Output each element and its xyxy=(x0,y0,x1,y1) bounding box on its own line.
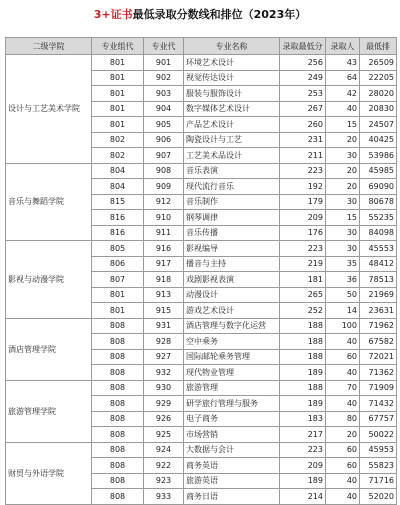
table-row xyxy=(6,318,397,334)
group-code-cell: 808 xyxy=(92,427,144,443)
min-rank-cell: 67757 xyxy=(360,411,397,427)
admitted-cell: 15 xyxy=(326,117,360,133)
major-code-cell: 918 xyxy=(144,272,184,288)
major-code-cell: 902 xyxy=(144,70,184,86)
group-code-cell: 808 xyxy=(92,458,144,474)
college-cell: 设计与工艺美术学院 xyxy=(6,55,92,164)
admitted-cell: 40 xyxy=(326,365,360,381)
col-header-min-rank: 最低排 xyxy=(360,38,397,55)
min-score-cell: 267 xyxy=(280,101,326,117)
table-row xyxy=(6,442,397,458)
group-code-cell: 808 xyxy=(92,442,144,458)
admitted-cell: 60 xyxy=(326,458,360,474)
admitted-cell: 30 xyxy=(326,241,360,257)
min-score-cell: 188 xyxy=(280,380,326,396)
min-rank-cell: 20830 xyxy=(360,101,397,117)
min-score-cell: 219 xyxy=(280,256,326,272)
major-name-cell: 音乐表演 xyxy=(184,163,280,179)
min-rank-cell: 45953 xyxy=(360,442,397,458)
min-rank-cell: 72021 xyxy=(360,349,397,365)
major-code-cell: 908 xyxy=(144,163,184,179)
min-rank-cell: 40425 xyxy=(360,132,397,148)
col-header-major-code: 专业代 xyxy=(144,38,184,55)
group-code-cell: 816 xyxy=(92,225,144,241)
major-name-cell: 大数据与会计 xyxy=(184,442,280,458)
min-score-cell: 223 xyxy=(280,442,326,458)
table-row xyxy=(6,55,397,71)
major-code-cell: 901 xyxy=(144,55,184,71)
min-score-cell: 188 xyxy=(280,334,326,350)
min-score-cell: 256 xyxy=(280,55,326,71)
admitted-cell: 30 xyxy=(326,194,360,210)
admitted-cell: 50 xyxy=(326,287,360,303)
group-code-cell: 801 xyxy=(92,55,144,71)
min-rank-cell: 71432 xyxy=(360,396,397,412)
admitted-cell: 40 xyxy=(326,489,360,505)
group-code-cell: 802 xyxy=(92,132,144,148)
admitted-cell: 15 xyxy=(326,210,360,226)
major-name-cell: 商务英语 xyxy=(184,458,280,474)
college-cell: 财贸与外语学院 xyxy=(6,442,92,504)
major-name-cell: 播音与主持 xyxy=(184,256,280,272)
major-name-cell: 现代流行音乐 xyxy=(184,179,280,195)
major-name-cell: 市场营销 xyxy=(184,427,280,443)
col-header-major-name: 专业名称 xyxy=(184,38,280,55)
major-code-cell: 905 xyxy=(144,117,184,133)
min-rank-cell: 71362 xyxy=(360,365,397,381)
min-rank-cell: 67582 xyxy=(360,334,397,350)
group-code-cell: 808 xyxy=(92,365,144,381)
min-rank-cell: 50022 xyxy=(360,427,397,443)
major-name-cell: 产品艺术设计 xyxy=(184,117,280,133)
min-score-cell: 252 xyxy=(280,303,326,319)
min-score-cell: 253 xyxy=(280,86,326,102)
min-score-cell: 214 xyxy=(280,489,326,505)
major-name-cell: 工艺美术品设计 xyxy=(184,148,280,164)
group-code-cell: 801 xyxy=(92,287,144,303)
min-rank-cell: 78513 xyxy=(360,272,397,288)
major-code-cell: 923 xyxy=(144,473,184,489)
college-cell: 酒店管理学院 xyxy=(6,318,92,380)
major-code-cell: 913 xyxy=(144,287,184,303)
admitted-cell: 40 xyxy=(326,473,360,489)
major-code-cell: 916 xyxy=(144,241,184,257)
group-code-cell: 801 xyxy=(92,303,144,319)
major-code-cell: 915 xyxy=(144,303,184,319)
min-rank-cell: 45985 xyxy=(360,163,397,179)
major-code-cell: 909 xyxy=(144,179,184,195)
min-score-cell: 189 xyxy=(280,365,326,381)
major-name-cell: 戏剧影视表演 xyxy=(184,272,280,288)
group-code-cell: 808 xyxy=(92,334,144,350)
major-name-cell: 商务日语 xyxy=(184,489,280,505)
major-name-cell: 视觉传达设计 xyxy=(184,70,280,86)
min-score-cell: 188 xyxy=(280,349,326,365)
title-rest: 最低录取分数线和排位（2023年） xyxy=(132,8,307,21)
group-code-cell: 805 xyxy=(92,241,144,257)
major-code-cell: 912 xyxy=(144,194,184,210)
title-prefix: 3+证书 xyxy=(93,8,133,21)
major-name-cell: 国际邮轮乘务管理 xyxy=(184,349,280,365)
min-score-cell: 188 xyxy=(280,318,326,334)
table-row xyxy=(6,380,397,396)
min-score-cell: 192 xyxy=(280,179,326,195)
major-code-cell: 924 xyxy=(144,442,184,458)
min-rank-cell: 48412 xyxy=(360,256,397,272)
admitted-cell: 40 xyxy=(326,334,360,350)
min-rank-cell: 55823 xyxy=(360,458,397,474)
min-rank-cell: 71962 xyxy=(360,318,397,334)
min-rank-cell: 23631 xyxy=(360,303,397,319)
page-title xyxy=(0,6,400,22)
group-code-cell: 806 xyxy=(92,256,144,272)
admitted-cell: 43 xyxy=(326,55,360,71)
major-name-cell: 影视编导 xyxy=(184,241,280,257)
major-code-cell: 925 xyxy=(144,427,184,443)
admitted-cell: 20 xyxy=(326,163,360,179)
admitted-cell: 42 xyxy=(326,86,360,102)
min-score-cell: 265 xyxy=(280,287,326,303)
min-score-cell: 176 xyxy=(280,225,326,241)
major-name-cell: 空中乘务 xyxy=(184,334,280,350)
group-code-cell: 801 xyxy=(92,70,144,86)
major-name-cell: 动漫设计 xyxy=(184,287,280,303)
admitted-cell: 30 xyxy=(326,148,360,164)
major-code-cell: 904 xyxy=(144,101,184,117)
major-code-cell: 926 xyxy=(144,411,184,427)
admitted-cell: 20 xyxy=(326,132,360,148)
score-table xyxy=(5,37,397,505)
major-name-cell: 音乐传播 xyxy=(184,225,280,241)
min-rank-cell: 28020 xyxy=(360,86,397,102)
group-code-cell: 808 xyxy=(92,489,144,505)
major-code-cell: 929 xyxy=(144,396,184,412)
min-rank-cell: 24507 xyxy=(360,117,397,133)
admitted-cell: 60 xyxy=(326,349,360,365)
min-rank-cell: 84098 xyxy=(360,225,397,241)
min-rank-cell: 53986 xyxy=(360,148,397,164)
admitted-cell: 70 xyxy=(326,380,360,396)
major-code-cell: 910 xyxy=(144,210,184,226)
major-name-cell: 现代物业管理 xyxy=(184,365,280,381)
admitted-cell: 35 xyxy=(326,256,360,272)
admitted-cell: 36 xyxy=(326,272,360,288)
admitted-cell: 40 xyxy=(326,396,360,412)
min-score-cell: 189 xyxy=(280,473,326,489)
admitted-cell: 20 xyxy=(326,427,360,443)
min-score-cell: 179 xyxy=(280,194,326,210)
min-score-cell: 211 xyxy=(280,148,326,164)
min-score-cell: 231 xyxy=(280,132,326,148)
min-score-cell: 183 xyxy=(280,411,326,427)
admitted-cell: 30 xyxy=(326,225,360,241)
major-code-cell: 930 xyxy=(144,380,184,396)
min-rank-cell: 21969 xyxy=(360,287,397,303)
major-code-cell: 927 xyxy=(144,349,184,365)
major-name-cell: 研学旅行管理与服务 xyxy=(184,396,280,412)
admitted-cell: 60 xyxy=(326,442,360,458)
major-name-cell: 电子商务 xyxy=(184,411,280,427)
min-score-cell: 209 xyxy=(280,210,326,226)
major-code-cell: 907 xyxy=(144,148,184,164)
min-rank-cell: 71716 xyxy=(360,473,397,489)
group-code-cell: 807 xyxy=(92,272,144,288)
major-name-cell: 钢琴调律 xyxy=(184,210,280,226)
header-row xyxy=(6,38,397,55)
major-name-cell: 旅游英语 xyxy=(184,473,280,489)
col-header-min-score: 录取最低分 xyxy=(280,38,326,55)
min-rank-cell: 80678 xyxy=(360,194,397,210)
major-name-cell: 环境艺术设计 xyxy=(184,55,280,71)
major-code-cell: 903 xyxy=(144,86,184,102)
admitted-cell: 64 xyxy=(326,70,360,86)
min-rank-cell: 26509 xyxy=(360,55,397,71)
group-code-cell: 808 xyxy=(92,349,144,365)
min-score-cell: 181 xyxy=(280,272,326,288)
major-code-cell: 911 xyxy=(144,225,184,241)
table-row xyxy=(6,163,397,179)
group-code-cell: 801 xyxy=(92,86,144,102)
group-code-cell: 808 xyxy=(92,473,144,489)
major-name-cell: 酒店管理与数字化运营 xyxy=(184,318,280,334)
college-cell: 音乐与舞蹈学院 xyxy=(6,163,92,241)
major-name-cell: 服装与服饰设计 xyxy=(184,86,280,102)
major-code-cell: 922 xyxy=(144,458,184,474)
min-rank-cell: 69090 xyxy=(360,179,397,195)
col-header-admitted: 录取人 xyxy=(326,38,360,55)
major-name-cell: 旅游管理 xyxy=(184,380,280,396)
college-cell: 旅游管理学院 xyxy=(6,380,92,442)
min-rank-cell: 45553 xyxy=(360,241,397,257)
min-score-cell: 217 xyxy=(280,427,326,443)
major-code-cell: 917 xyxy=(144,256,184,272)
group-code-cell: 808 xyxy=(92,396,144,412)
min-rank-cell: 22205 xyxy=(360,70,397,86)
group-code-cell: 816 xyxy=(92,210,144,226)
min-score-cell: 223 xyxy=(280,241,326,257)
major-name-cell: 游戏艺术设计 xyxy=(184,303,280,319)
major-name-cell: 数字媒体艺术设计 xyxy=(184,101,280,117)
major-code-cell: 933 xyxy=(144,489,184,505)
min-rank-cell: 55235 xyxy=(360,210,397,226)
group-code-cell: 802 xyxy=(92,148,144,164)
group-code-cell: 804 xyxy=(92,179,144,195)
min-rank-cell: 52020 xyxy=(360,489,397,505)
admitted-cell: 80 xyxy=(326,411,360,427)
group-code-cell: 808 xyxy=(92,411,144,427)
group-code-cell: 801 xyxy=(92,101,144,117)
admitted-cell: 14 xyxy=(326,303,360,319)
min-score-cell: 189 xyxy=(280,396,326,412)
min-score-cell: 223 xyxy=(280,163,326,179)
min-score-cell: 209 xyxy=(280,458,326,474)
admitted-cell: 40 xyxy=(326,101,360,117)
major-name-cell: 音乐制作 xyxy=(184,194,280,210)
major-code-cell: 932 xyxy=(144,365,184,381)
major-name-cell: 陶瓷设计与工艺 xyxy=(184,132,280,148)
major-code-cell: 931 xyxy=(144,318,184,334)
group-code-cell: 808 xyxy=(92,380,144,396)
group-code-cell: 801 xyxy=(92,117,144,133)
col-header-college: 二级学院 xyxy=(6,38,92,55)
group-code-cell: 815 xyxy=(92,194,144,210)
table-row xyxy=(6,241,397,257)
col-header-group-code: 专业组代 xyxy=(92,38,144,55)
group-code-cell: 808 xyxy=(92,318,144,334)
admitted-cell: 20 xyxy=(326,179,360,195)
admitted-cell: 100 xyxy=(326,318,360,334)
major-code-cell: 928 xyxy=(144,334,184,350)
min-score-cell: 260 xyxy=(280,117,326,133)
major-code-cell: 906 xyxy=(144,132,184,148)
min-rank-cell: 71909 xyxy=(360,380,397,396)
group-code-cell: 804 xyxy=(92,163,144,179)
college-cell: 影视与动漫学院 xyxy=(6,241,92,319)
min-score-cell: 249 xyxy=(280,70,326,86)
